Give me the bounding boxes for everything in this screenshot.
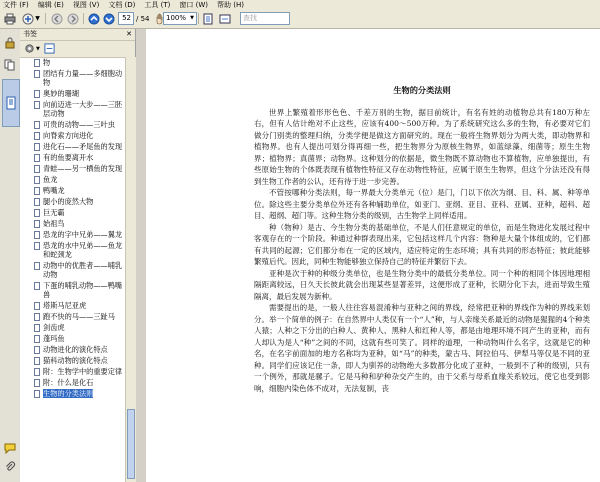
toolbar-divider [198, 13, 199, 24]
document-viewer [146, 29, 600, 482]
bookmark-item[interactable] [20, 141, 125, 152]
paragraph: 需要提出的是，一般人往往容易混淆种与亚种之间的界线，经常把亚种的界线作为种的界线来划分。举一个简单的例子：在自然界中人类仅有一个“人”种，与人亲缘关系最近的动物是猩猩的4个种类人猿；人种之下分出的白种人、黄种人、黑种人和红种人等，都是由地理环境不同产生的亚种，而有人却认为是人“种”之间的不同，这就有些可笑了。同样的道理，一种动物叫什么名字，这就是它的种名，在名字前面加的地方名称均为亚种，如“马”的种类，蒙古马、阿拉伯马、伊犁马等仅是不同的亚种。同学们应该记住一条，即人为驯养的动物绝大多数都分化成了亚种，一般到不了种的级别，只有一个例外，那就是骡子。它是马种和驴种杂交产生的，由于父系与母系血缘关系较远，使它也受到影响，细胞内染色体不成对，无法复制，丧 [254, 303, 590, 393]
bookmark-label: 塔斯马尼亚虎 [43, 301, 87, 310]
bookmark-item[interactable] [20, 311, 125, 322]
bookmark-item[interactable] [20, 333, 125, 344]
close-icon[interactable]: ✕ [126, 30, 132, 38]
bookmark-page-icon [34, 242, 40, 250]
paragraph: 亚种是次于种的种级分类单位，也是生物分类中的最低分类单位。同一个种的相同个体因地理相隔距离较远，日久天长彼此就会出现某些显著差异，这便形成了亚种，长期分化下去，进而导致生殖隔离，最后发展为新种。 [254, 268, 590, 301]
page-icon [202, 13, 214, 25]
menu-help[interactable]: 帮助 (H) [216, 1, 244, 9]
bookmark-label: 蓬玛鱼 [43, 334, 65, 343]
bookmark-label: 始祖鸟 [43, 219, 65, 228]
menu-view[interactable]: 视图 (V) [72, 1, 100, 9]
menu-file[interactable]: 文件 (F) [3, 1, 29, 9]
bookmark-page-icon [34, 143, 40, 151]
lock-button[interactable] [4, 37, 16, 51]
bookmark-page-icon [34, 357, 40, 365]
bookmark-item[interactable] [20, 119, 125, 130]
bookmark-item[interactable] [20, 366, 125, 377]
page-title: 生物的分类法则 [393, 85, 451, 95]
bookmark-label: 巨无霸 [43, 208, 65, 217]
comments-button[interactable] [4, 442, 16, 456]
back-arrow-icon [51, 13, 63, 25]
bookmark-item[interactable] [20, 344, 125, 355]
bookmark-page-icon [34, 198, 40, 206]
bookmark-item[interactable] [20, 229, 125, 240]
bookmark-item[interactable] [20, 218, 125, 229]
toolbar-divider [45, 13, 46, 24]
bookmark-item[interactable] [20, 163, 125, 174]
bookmark-page-icon [34, 390, 40, 398]
bookmark-label: 团结有力量——多细胞动物 [43, 69, 123, 87]
previous-page-button[interactable] [87, 12, 101, 25]
bookmark-label: 恐龙的字中兄弟——翼龙 [43, 230, 123, 239]
paragraph: 不管按哪种分类法则，每一界最大分类单元（位）是门，门以下依次为纲、目、科、属、种等单位。除这些主要分类单位外还有各种辅助单位，如亚门、亚纲、亚目、亚科、亚属、亚种，超科、超目、超纲、超门等。这种生物分类的级别，古生物学上同样适用。 [254, 188, 590, 220]
bookmark-label: 腿小的庞然大物 [43, 197, 94, 206]
back-button[interactable] [50, 12, 64, 25]
bookmark-item[interactable] [20, 130, 125, 141]
bookmark-page-icon [34, 302, 40, 310]
navigation-rail [0, 29, 21, 482]
fit-page-button[interactable] [201, 12, 215, 25]
bookmark-label: 奥妙的珊瑚 [43, 89, 79, 98]
menu-tools[interactable]: 工具 (T) [144, 1, 171, 9]
expand-bookmark-button[interactable] [44, 43, 55, 56]
options-button[interactable] [24, 43, 40, 54]
arrow-up-icon [88, 13, 100, 25]
bookmark-item[interactable] [20, 68, 125, 88]
comment-icon [4, 442, 16, 454]
bookmark-label: 鸭嘴龙 [43, 186, 65, 195]
bookmark-label: 猫科动物的演化特点 [43, 356, 108, 365]
bookmark-item[interactable] [20, 355, 125, 366]
bookmarks-panel [20, 29, 136, 482]
bookmark-page-icon [34, 132, 40, 140]
search-input[interactable]: 查找 [240, 12, 290, 25]
bookmark-page-icon [34, 368, 40, 376]
bookmarks-scrollbar[interactable] [125, 57, 136, 482]
bookmarks-toolbar [20, 41, 135, 58]
bookmark-label: 动物中的优胜者——哺乳动物 [43, 261, 123, 279]
bookmark-label: 向前迈进一大步——三胚层动物 [43, 100, 123, 118]
bookmark-label: 附：生物学中的重要定律 [43, 367, 123, 376]
bookmark-page-icon [34, 282, 40, 290]
share-button[interactable] [20, 12, 42, 25]
menu-bar [0, 0, 600, 10]
bookmark-page-icon [34, 70, 40, 78]
print-icon [4, 13, 16, 25]
page-number-input[interactable]: 52 [118, 12, 134, 25]
chevron-down-icon: ▼ [190, 15, 194, 21]
bookmark-page-icon [34, 231, 40, 239]
toolbar [0, 10, 600, 29]
zoom-select[interactable] [163, 12, 197, 25]
scrollbar-thumb[interactable] [127, 409, 135, 479]
bookmark-label: 有的鱼要离开水 [43, 153, 94, 162]
bookmark-page-icon [34, 90, 40, 98]
bookmarks-panel-title: 书签 [23, 30, 37, 38]
bookmark-page-icon [34, 154, 40, 162]
bookmark-label: 可贵的动物——三叶虫 [43, 120, 115, 129]
bookmark-item[interactable] [20, 207, 125, 218]
bookmark-item[interactable] [20, 99, 125, 119]
bookmark-page-icon [34, 324, 40, 332]
bookmark-page-icon [34, 346, 40, 354]
pages-icon [4, 59, 16, 71]
panel-splitter[interactable] [136, 29, 146, 482]
page-total-label: / 54 [136, 14, 150, 23]
bookmark-page-icon [34, 101, 40, 109]
forward-arrow-icon [67, 13, 79, 25]
bookmark-item[interactable] [20, 300, 125, 311]
next-page-button[interactable] [102, 12, 116, 25]
bookmark-label: 动物进化的演化特点 [43, 345, 108, 354]
bookmark-item[interactable] [20, 196, 125, 207]
bookmark-item[interactable] [20, 57, 125, 68]
lock-icon [4, 37, 16, 49]
bookmark-item[interactable] [20, 88, 125, 99]
bookmark-page-icon [34, 209, 40, 217]
bookmark-page-icon [34, 313, 40, 321]
bookmark-item[interactable] [20, 152, 125, 163]
bookmark-item[interactable] [20, 260, 125, 280]
paragraph: 世界上繁殖着形形色色、千差万别的生物，据目前统计，有名有姓的动植物总共有180万种左右，但有人估计绝对不止这些，应该有400～500万种。为了系统研究这么多的生物，有必要对它们做分门别类的整理归纳，分类学便是做这方面研究的。现在一般将生物界划分为两大类，即动物界和植物界。也有人提出可划分得再细一些，把生物界分为原核生物界，如蓝绿藻、细菌等；原生生物界；植物界；真菌界；动物界。这种划分的依据是，微生物既不算动物也不算植物，应单独提出，有些原始生物的个体既表现有植物性特征又存在动物性特征，应属于原生生物界，但这个分法还没有得到生物工作者的公认，还有待于进一步完善。 [254, 107, 590, 186]
bookmark-page-icon [34, 59, 40, 67]
bookmark-page-icon [34, 165, 40, 173]
bookmark-label: 跑不快的马——三趾马 [43, 312, 115, 321]
bookmark-page-icon [34, 262, 40, 270]
bookmark-label: 物 [43, 58, 51, 67]
bookmark-label: 恐龙的水中兄弟——鱼龙和蛇颈龙 [43, 241, 123, 259]
forward-button[interactable] [66, 12, 80, 25]
bookmarks-panel-button[interactable] [2, 79, 20, 127]
bookmark-label: 鱼龙 [43, 175, 58, 184]
bookmark-label: 向脊索方向进化 [43, 131, 94, 140]
arrow-down-icon [103, 13, 115, 25]
bookmark-expand-icon [44, 43, 55, 54]
menu-document[interactable]: 文档 (D) [108, 1, 136, 9]
bookmarks-panel-header [20, 29, 135, 41]
chevron-down-icon: ▼ [36, 45, 40, 52]
bookmark-item[interactable] [20, 377, 125, 388]
fit-width-button[interactable] [218, 12, 232, 25]
paragraph: 种（物种）是古、今生物分类的基础单位，不是人们任意规定的单位，而是生物进化发展过程中客观存在的一个阶段。种通过种群表现出来，它包括这样几个内容：物种是大量个体组成的，它们都有共同的起源；它们都分布在一定的区域内，适应特定的生态环境；具有共同的形态特征；彼此能够繁殖后代。因此，同种生物能够独立保持自己的特征并繁衍下去。 [254, 222, 590, 266]
bookmark-page-icon [34, 379, 40, 387]
bookmark-item[interactable] [20, 388, 125, 399]
print-button[interactable] [3, 12, 17, 25]
bookmark-page-icon [34, 220, 40, 228]
chevron-down-icon: ▼ [35, 15, 40, 22]
bookmark-page-icon [34, 121, 40, 129]
fit-width-icon [219, 13, 231, 25]
bookmark-item[interactable] [20, 322, 125, 333]
toolbar-divider [83, 13, 84, 24]
bookmark-label: 青蛙——另一栖鱼的发现 [43, 164, 123, 173]
document-page [254, 85, 590, 394]
bookmark-item[interactable] [20, 280, 125, 300]
bookmark-label: 剑齿虎 [43, 323, 65, 332]
bookmark-page-icon [34, 335, 40, 343]
bookmark-page-icon [34, 187, 40, 195]
bookmarks-list [20, 57, 125, 482]
pages-panel-button[interactable] [4, 59, 16, 73]
gear-icon [24, 43, 35, 54]
zoom-value: 100% [166, 14, 187, 22]
paperclip-icon [4, 461, 16, 473]
bookmark-item[interactable] [20, 185, 125, 196]
bookmark-icon [5, 96, 17, 110]
bookmark-label: 生物的分类法则 [43, 389, 94, 398]
bookmark-page-icon [34, 176, 40, 184]
bookmark-label: 进化石——矛尾鱼的发现 [43, 142, 123, 151]
menu-edit[interactable]: 编辑 (E) [37, 1, 64, 9]
share-icon [22, 13, 34, 25]
bookmark-item[interactable] [20, 240, 125, 260]
bookmark-label: 下蛋的哺乳动物——鸭嘴兽 [43, 281, 123, 299]
bookmark-item[interactable] [20, 174, 125, 185]
attachments-button[interactable] [4, 461, 16, 475]
menu-window[interactable]: 窗口 (W) [179, 1, 208, 9]
bookmark-label: 附：什么是化石 [43, 378, 94, 387]
